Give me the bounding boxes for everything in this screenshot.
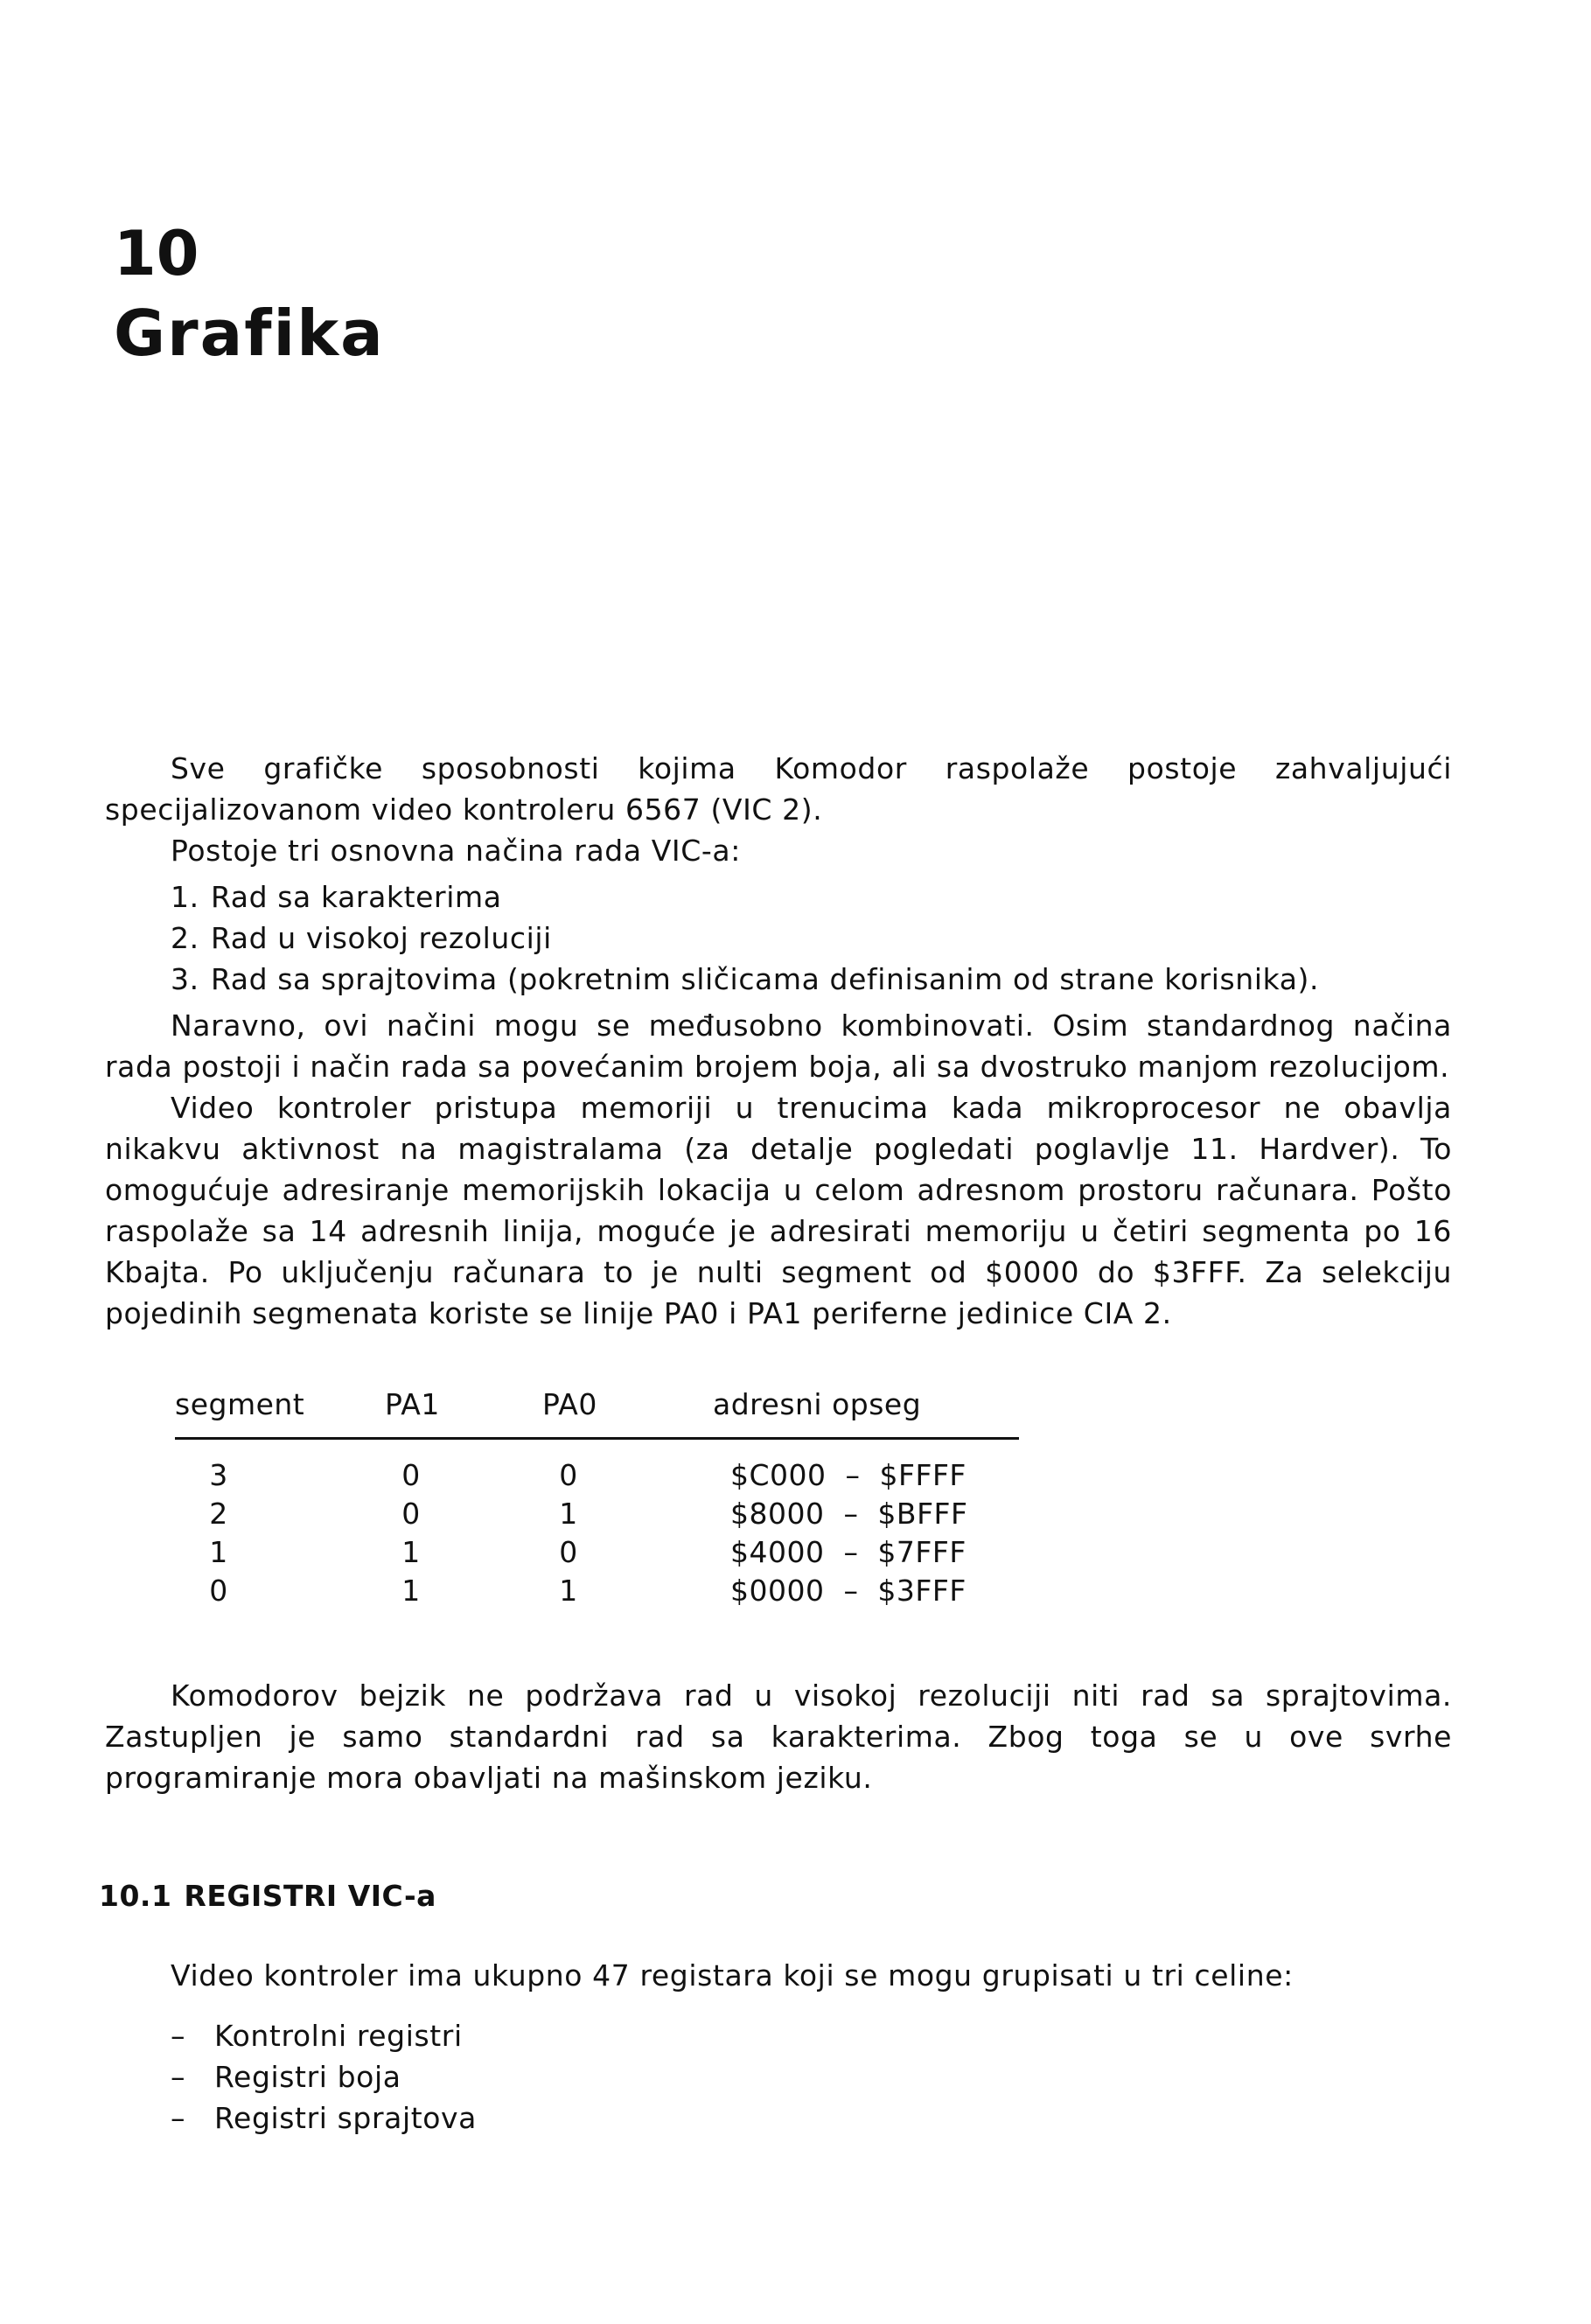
- segment-table: [175, 1386, 1019, 1608]
- list-item: [105, 959, 1452, 1000]
- list-item-text: Rad sa karakterima: [211, 880, 502, 914]
- table-cell: $8000 – $BFFF: [730, 1496, 968, 1531]
- list-dash: –: [171, 2019, 186, 2053]
- register-groups-list: [105, 2015, 1452, 2139]
- table-header-address-range: adresni opseg: [713, 1386, 1019, 1439]
- table-cell: 1: [559, 1496, 578, 1531]
- after-table-paragraph: Komodorov bejzik ne podržava rad u visokoj rezoluciji niti rad sa sprajtovima. Zastupljen je samo standardni rad sa karakterima. Zbog toga se u ove svrhe programiranje mora obavljati na mašinskom jeziku.: [105, 1678, 1452, 1795]
- chapter-title: Grafika: [114, 297, 385, 370]
- table-cell: 1: [401, 1573, 421, 1608]
- table-row: [175, 1531, 1019, 1569]
- list-item-text: Rad u visokoj rezoluciji: [211, 921, 552, 955]
- list-item-text: Kontrolni registri: [214, 2019, 463, 2053]
- table-cell: 1: [209, 1534, 228, 1569]
- after-table-section: [105, 1675, 1452, 1798]
- list-item-number: 1.: [171, 880, 199, 914]
- section-paragraph: Video kontroler ima ukupno 47 registara koji se mogu grupisati u tri celine:: [171, 1958, 1294, 1992]
- table-cell: 0: [559, 1534, 578, 1569]
- table-row: [175, 1439, 1019, 1493]
- table-cell: $0000 – $3FFF: [730, 1573, 966, 1608]
- list-item-number: 2.: [171, 921, 199, 955]
- section-body: [105, 1955, 1452, 2144]
- section-title: REGISTRI VIC-a: [184, 1879, 436, 1913]
- table-cell: $C000 – $FFFF: [730, 1457, 966, 1492]
- table-cell: 0: [401, 1496, 421, 1531]
- table-cell: $4000 – $7FFF: [730, 1534, 966, 1569]
- list-item: [105, 2056, 1452, 2097]
- section-number: 10.1: [99, 1879, 172, 1913]
- table-row: [175, 1569, 1019, 1608]
- table-cell: 3: [209, 1457, 228, 1492]
- chapter-number: 10: [114, 218, 199, 290]
- section-heading: [99, 1879, 436, 1913]
- list-item-text: Registri boja: [214, 2060, 401, 2094]
- table-header-pa1: PA1: [385, 1386, 542, 1439]
- list-item: [105, 918, 1452, 959]
- list-dash: –: [171, 2060, 186, 2094]
- intro-paragraph-2: Postoje tri osnovna načina rada VIC-a:: [171, 834, 741, 868]
- table-row: [175, 1492, 1019, 1531]
- table-cell: 0: [401, 1457, 421, 1492]
- table-cell: 0: [209, 1573, 228, 1608]
- table-cell: 1: [401, 1534, 421, 1569]
- table-header-row: [175, 1386, 1019, 1439]
- table-header-segment: segment: [175, 1386, 385, 1439]
- list-item-number: 3.: [171, 962, 199, 996]
- table-cell: 1: [559, 1573, 578, 1608]
- intro-section: [105, 748, 1452, 1334]
- list-dash: –: [171, 2101, 186, 2135]
- list-item-text: Rad sa sprajtovima (pokretnim sličicama definisanim od strane korisnika).: [211, 962, 1320, 996]
- list-item: [105, 876, 1452, 918]
- list-item: [105, 2015, 1452, 2056]
- table-header-pa0: PA0: [542, 1386, 713, 1439]
- intro-paragraph-1: Sve grafičke sposobnosti kojima Komodor raspolaže postoje zahvaljujući specijalizovanom video kontroleru 6567 (VIC 2).: [105, 751, 1452, 827]
- table-cell: 0: [559, 1457, 578, 1492]
- list-item: [105, 2097, 1452, 2139]
- list-item-text: Registri sprajtova: [214, 2101, 478, 2135]
- table-cell: 2: [209, 1496, 228, 1531]
- intro-paragraph-4: Video kontroler pristupa memoriji u trenucima kada mikroprocesor ne obavlja nikakvu aktivnost na magistralama (za detalje pogledati poglavlje 11. Hardver). To omogućuje adresiranje memorijskih lokacija u celom adresnom prostoru računara. Pošto raspolaže sa 14 adresnih linija, moguće je adresirati memoriju u četiri segmenta po 16 Kbajta. Po uključenju računara to je nulti segment od $0000 do $3FFF. Za selekciju pojedinih segmenata koriste se linije PA0 i PA1 periferne jedinice CIA 2.: [105, 1091, 1452, 1330]
- modes-list: [105, 876, 1452, 1000]
- intro-paragraph-3: Naravno, ovi načini mogu se međusobno kombinovati. Osim standardnog načina rada postoji i način rada sa povećanim brojem boja, ali sa dvostruko manjom rezolucijom.: [105, 1008, 1452, 1084]
